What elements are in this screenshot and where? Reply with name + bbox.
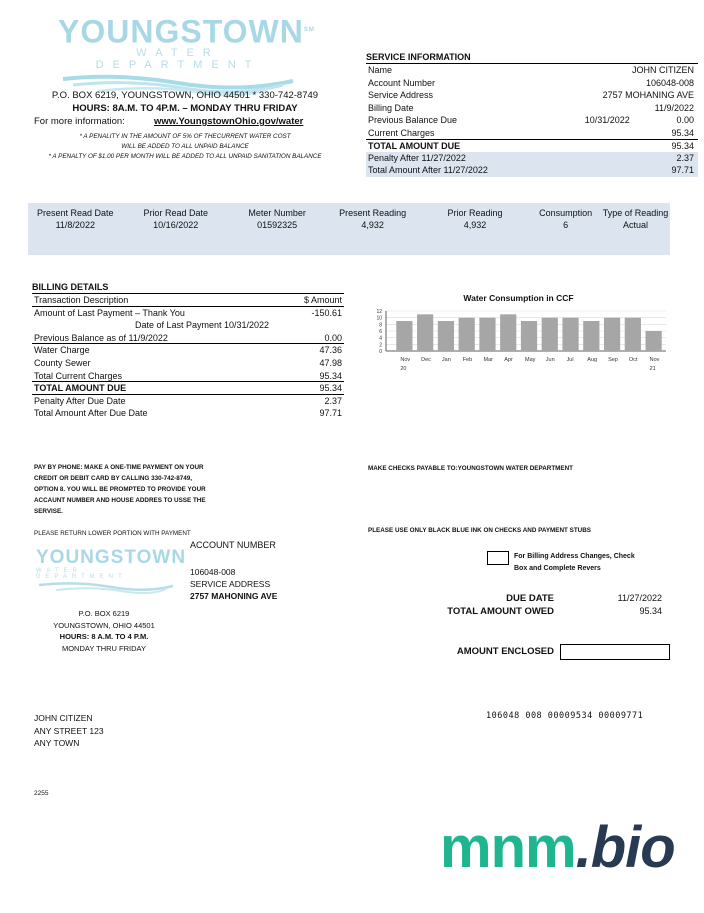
x-tick-label: Jul <box>566 357 574 363</box>
amount-enclosed-label: AMOUNT ENCLOSED <box>456 646 554 657</box>
amount-enclosed-input[interactable] <box>560 644 670 660</box>
svc-row-value: 106048-008 <box>645 77 694 88</box>
penalty-row <box>32 395 344 408</box>
billing-title: BILLING DETAILS <box>32 282 344 294</box>
address-change-line-2: Box and Complete Revers <box>514 565 601 572</box>
meter-value: 4,932 <box>361 220 384 230</box>
svc-row-mid <box>498 77 646 90</box>
svc-row-label: Name <box>368 65 393 75</box>
x-tick-label: May <box>525 357 536 363</box>
watermark-part1: mnm <box>440 815 576 880</box>
customer-name: JOHN CITIZEN <box>34 713 93 723</box>
stub-account-label: ACCOUNT NUMBER <box>190 540 276 550</box>
total-owed-value: 95.34 <box>639 606 662 616</box>
last-payment-date-row <box>32 319 344 332</box>
svc-row-label: Previous Balance Due <box>368 115 458 125</box>
meter-column <box>28 207 123 255</box>
phone-note-line: CREDIT OR DEBIT CARD BY CALLING 330-742-8749, <box>34 475 193 482</box>
stub-contact <box>34 608 174 654</box>
bar <box>500 314 516 351</box>
svc-after-value: 97.71 <box>671 165 694 175</box>
svc-row-label: Billing Date <box>368 102 414 113</box>
pay-by-phone-note <box>34 462 334 517</box>
penalty-label: Penalty After Due Date <box>34 395 126 406</box>
county-sewer-row <box>32 357 344 370</box>
penalty-note-2: * A PENALTY OF $1.00 PER MONTH WILL BE ADDED TO ALL UNPAID SANITATION BALANCE <box>48 153 322 160</box>
svc-row-mid: 10/31/2022 <box>584 115 630 125</box>
stub-due-values <box>600 592 662 618</box>
y-tick-label: 0 <box>379 349 382 355</box>
svc-row-mid <box>498 64 632 77</box>
current-charges-row <box>32 370 344 383</box>
svc-row-mid <box>498 127 671 140</box>
bar <box>459 318 475 351</box>
current-charges-value: 95.34 <box>319 370 342 381</box>
x-tick-label: Nov <box>649 357 660 363</box>
meter-header: Meter Number <box>248 208 306 218</box>
stub-logo-subtitle: WATER DEPARTMENT <box>36 568 127 580</box>
svc-row-value: 2757 MOHANING AVE <box>602 90 694 100</box>
phone-note-line: ACCAUNT NUMBER AND HOUSE ADDRES TO USSE THE <box>34 497 206 504</box>
meter-header: Consumption <box>539 208 593 218</box>
phone-note-line: SERVISE. <box>34 508 63 515</box>
meter-header: Present Reading <box>339 208 407 218</box>
svc-row <box>366 102 698 115</box>
logo-sm-mark: SM <box>303 27 315 33</box>
x-tick-label: Nov <box>400 357 411 363</box>
after-due-value: 97.71 <box>319 408 342 419</box>
bar <box>646 331 662 351</box>
customer-address <box>34 712 104 750</box>
phone-note-line: OPTION 8. YOU WILL BE PROMPTED TO PROVIDE YOUR <box>34 486 206 493</box>
address-line: P.O. BOX 6219, YOUNGSTOWN, OHIO 44501 * 330-742-8749 <box>51 90 319 101</box>
chart-title: Water Consumption in CCF <box>463 293 574 303</box>
stub-account-info <box>190 566 277 602</box>
logo-subtitle: WATER DEPARTMENT <box>95 46 261 71</box>
stub-code: 2255 <box>34 790 49 797</box>
watermark-part2: .bio <box>575 815 675 880</box>
svc-row <box>366 127 698 140</box>
chart-plot <box>366 303 671 383</box>
y-tick-label: 8 <box>379 322 382 329</box>
stub-logo <box>36 547 187 599</box>
meter-column <box>601 207 670 255</box>
prev-balance-value: 0.00 <box>324 332 342 343</box>
y-tick-label: 2 <box>379 342 382 349</box>
svc-row-value: JOHN CITIZEN <box>632 65 694 75</box>
bar <box>604 318 620 351</box>
meter-value: 01592325 <box>257 220 298 230</box>
stub-wave-icon <box>36 580 176 594</box>
customer-street: ANY STREET 123 <box>34 725 104 736</box>
last-payment-label: Amount of Last Payment – Thank You <box>34 307 185 318</box>
y-tick-label: 4 <box>379 335 382 342</box>
bar <box>562 318 578 351</box>
service-info-title: SERVICE INFORMATION <box>366 52 698 64</box>
x-tick-label: Jun <box>545 357 555 363</box>
meter-value: 6 <box>563 220 569 230</box>
county-sewer-value: 47.98 <box>319 357 342 368</box>
meter-header: Type of Reading <box>602 208 669 218</box>
last-payment-value: -150.61 <box>311 307 342 318</box>
bar <box>521 321 537 351</box>
stub-due-labels <box>440 592 554 618</box>
svc-row-value: 11/9/2022 <box>654 102 694 113</box>
stub-service-address: 2757 MAHONING AVE <box>190 591 278 601</box>
svc-row-value: 95.34 <box>671 127 694 138</box>
stub-service-address-label: SERVICE ADDRESS <box>190 579 271 589</box>
meter-value: 4,932 <box>463 220 487 230</box>
after-due-label: Total Amount After Due Date <box>34 408 148 419</box>
svc-total-value: 95.34 <box>671 141 694 151</box>
x-tick-label: 20 <box>400 366 407 372</box>
website-link[interactable]: www.YoungstownOhio.gov/water <box>154 116 304 127</box>
water-charge-value: 47.36 <box>319 345 342 356</box>
svc-row-mid <box>498 102 655 115</box>
meter-header: Prior Reading <box>447 208 503 218</box>
stub-logo-title: YOUNGSTOWN <box>36 547 187 568</box>
more-info-label: For more information: <box>34 116 125 127</box>
x-tick-label: Feb <box>462 357 473 363</box>
col-description: Transaction Description <box>34 295 129 305</box>
x-tick-label: Apr <box>504 357 513 363</box>
return-note: PLEASE RETURN LOWER PORTION WITH PAYMENT <box>34 530 191 537</box>
customer-town: ANY TOWN <box>34 738 80 748</box>
stub-account-number: 106048-008 <box>190 567 236 577</box>
bar <box>583 321 599 351</box>
x-tick-label: Mar <box>483 357 493 363</box>
penalty-note-1b: WILL BE ADDED TO ALL UNPAID BALANCE <box>121 143 249 150</box>
meter-value: 10/16/2022 <box>153 220 199 230</box>
prev-balance-label: Previous Balance as of 11/9/2022 <box>34 332 168 343</box>
x-tick-label: Sep <box>608 357 618 363</box>
svc-row-label: Current Charges <box>368 127 435 138</box>
svc-after-label: Total Amount After 11/27/2022 <box>368 165 488 175</box>
billing-total-value: 95.34 <box>319 383 342 394</box>
svc-row-label: Account Number <box>368 77 436 88</box>
meter-reading-band <box>28 203 670 255</box>
meter-value: Actual <box>623 220 649 230</box>
bar <box>479 318 495 351</box>
meter-column <box>325 207 420 255</box>
prev-balance-row <box>32 332 344 345</box>
svc-after-row <box>366 164 698 177</box>
phone-note-line: PAY BY PHONE: MAKE A ONE-TIME PAYMENT ON YOUR <box>34 464 204 471</box>
col-amount: $ Amount <box>303 295 342 305</box>
water-charge-label: Water Charge <box>34 345 90 356</box>
checks-payable-note: MAKE CHECKS PAYABLE TO:YOUNGSTOWN WATER DEPARTMENT <box>368 465 574 472</box>
meter-column <box>530 207 601 255</box>
penalty-note-1a: * A PENALITY IN THE AMOUNT OF 5% OF THECURRENT WATER COST <box>79 133 291 140</box>
bar <box>396 321 412 351</box>
stub-hours: HOURS: 8 A.M. TO 4 P.M. <box>59 632 149 641</box>
after-due-row <box>32 407 344 420</box>
address-change-checkbox[interactable] <box>487 551 509 565</box>
meter-column <box>229 207 326 255</box>
svc-row <box>366 77 698 90</box>
mnm-watermark <box>440 815 675 880</box>
current-charges-label: Total Current Charges <box>34 370 123 381</box>
last-payment-row <box>32 307 344 320</box>
stub-po-box: P.O. BOX 6219 <box>78 609 130 618</box>
due-date-label: DUE DATE <box>506 593 554 604</box>
svc-row <box>366 114 698 127</box>
y-tick-label: 10 <box>376 315 382 322</box>
address-change-line-1: For Billing Address Changes, Check <box>514 553 635 560</box>
youngstown-logo <box>58 13 315 86</box>
svc-row <box>366 64 698 77</box>
last-payment-date: Date of Last Payment 10/31/2022 <box>134 320 270 331</box>
svc-row <box>366 89 698 102</box>
x-tick-label: 21 <box>649 366 656 372</box>
billing-total-label: TOTAL AMOUNT DUE <box>34 383 127 394</box>
svc-penalty-row <box>366 152 698 165</box>
county-sewer-label: County Sewer <box>34 357 91 368</box>
stub-city: YOUNGSTOWN, OHIO 44501 <box>53 620 155 630</box>
address-change-note <box>514 551 635 575</box>
stub-days: MONDAY THRU FRIDAY <box>61 643 147 653</box>
bar <box>417 314 433 351</box>
bar <box>625 318 641 351</box>
scanline: 106048 008 00009534 00009771 <box>486 711 644 721</box>
svc-row-value: 0.00 <box>676 115 694 125</box>
logo-title: YOUNGSTOWN <box>58 13 304 50</box>
svc-row-label: Service Address <box>368 90 434 100</box>
y-tick-label: 6 <box>379 329 382 335</box>
svc-total-row <box>366 139 698 152</box>
svc-penalty-label: Penalty After 11/27/2022 <box>368 152 466 163</box>
meter-value: 11/8/2022 <box>55 220 95 230</box>
x-tick-label: Jan <box>441 357 451 363</box>
ink-note: PLEASE USE ONLY BLACK BLUE INK ON CHECKS AND PAYMENT STUBS <box>368 527 591 534</box>
svc-total-label: TOTAL AMOUNT DUE <box>368 141 461 151</box>
due-date-value: 11/27/2022 <box>617 593 662 603</box>
meter-header: Present Read Date <box>36 208 114 218</box>
x-tick-label: Dec <box>421 357 431 363</box>
meter-header: Prior Read Date <box>143 208 208 218</box>
penalty-value: 2.37 <box>324 395 342 406</box>
service-information <box>366 52 698 177</box>
bar <box>438 321 454 351</box>
water-charge-row <box>32 344 344 357</box>
billing-total-row <box>32 382 344 395</box>
total-owed-label: TOTAL AMOUNT OWED <box>447 606 554 617</box>
x-tick-label: Oct <box>628 357 638 363</box>
billing-details <box>32 282 344 420</box>
x-tick-label: Aug <box>587 357 598 363</box>
bar <box>542 318 558 351</box>
hours-line: HOURS: 8A.M. TO 4P.M. – MONDAY THRU FRIDAY <box>72 103 298 114</box>
y-tick-label: 12 <box>376 309 382 315</box>
meter-column <box>123 207 229 255</box>
consumption-chart <box>366 293 671 385</box>
svc-row-mid <box>498 89 603 102</box>
meter-column <box>420 207 530 255</box>
billing-header-row <box>32 294 344 307</box>
svc-penalty-value: 2.37 <box>676 152 694 163</box>
